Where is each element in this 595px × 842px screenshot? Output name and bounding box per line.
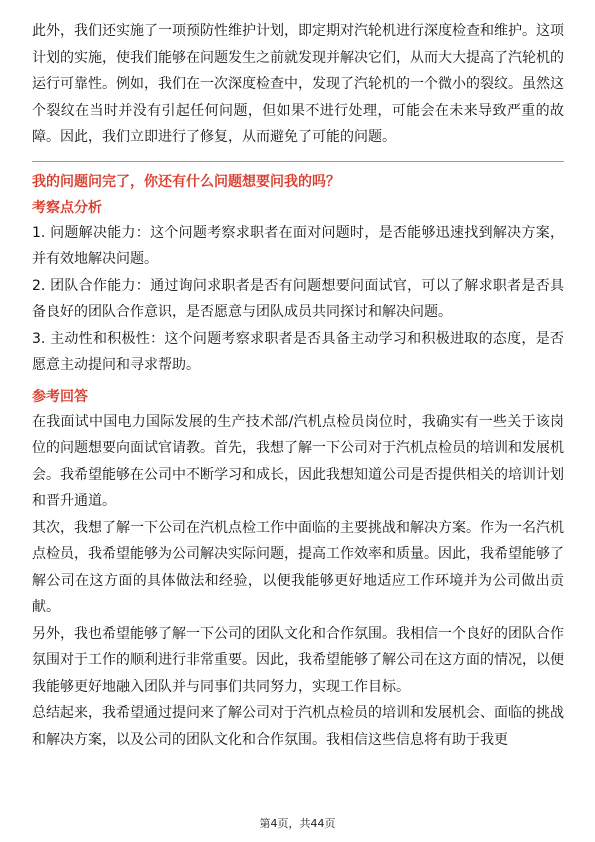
page-number: 第4页，共44页: [259, 817, 336, 830]
document-page: [32, 18, 564, 753]
question-heading: 我的问题问完了，你还有什么问题想要问我的吗？: [32, 173, 340, 190]
analysis-point-3: 3. 主动性和积极性：这个问题考察求职者是否具备主动学习和积极进取的态度，是否愿意主动提问和寻求帮助。: [32, 330, 564, 373]
analysis-point-1: 1. 问题解决能力：这个问题考察求职者在面对问题时，是否能够迅速找到解决方案，并有效地解决问题。: [32, 224, 564, 267]
answer-paragraph-3: 另外，我也希望能够了解一下公司的团队文化和合作氛围。我相信一个良好的团队合作氛围对于工作的顺利进行非常重要。因此，我希望能够了解公司在这方面的情况，以便我能够更好地融入团队并与同事们共同努力，实现工作目标。: [32, 625, 564, 695]
analysis-title: 考察点分析: [32, 199, 102, 216]
answer-paragraph-4: 总结起来，我希望通过提问来了解公司对于汽机点检员的培训和发展机会、面临的挑战和解决方案，以及公司的团队文化和合作氛围。我相信这些信息将有助于我更: [32, 705, 564, 748]
analysis-point-2: 2. 团队合作能力：通过询问求职者是否有问题想要问面试官，可以了解求职者是否具备良好的团队合作意识，是否愿意与团队成员共同探讨和解决问题。: [32, 277, 564, 320]
answer-paragraph-2: 其次，我想了解一下公司在汽机点检工作中面临的主要挑战和解决方案。作为一名汽机点检员，我希望能够为公司解决实际问题，提高工作效率和质量。因此，我希望能够了解公司在这方面的具体做法和经验，以便我能够更好地适应工作环境并为公司做出贡献。: [32, 519, 564, 615]
intro-paragraph: 此外，我们还实施了一项预防性维护计划，即定期对汽轮机进行深度检查和维护。这项计划的实施，使我们能够在问题发生之前就发现并解决它们，从而大大提高了汽轮机的运行可靠性。例如，我们在一次深度检查中，发现了汽轮机的一个微小的裂纹。虽然这个裂纹在当时并没有引起任何问题，但如果不进行处理，可能会在未来导致严重的故障。因此，我们立即进行了修复，从而避免了可能的问题。: [32, 23, 564, 145]
answer-title: 参考回答: [32, 388, 88, 405]
answer-paragraph-1: 在我面试中国电力国际发展的生产技术部/汽机点检员岗位时，我确实有一些关于该岗位的问题想要向面试官请教。首先，我想了解一下公司对于汽机点检员的培训和发展机会。我希望能够在公司中不断学习和成长，因此我想知道公司是否提供相关的培训计划和晋升通道。: [32, 413, 564, 509]
section-divider: [32, 161, 564, 162]
